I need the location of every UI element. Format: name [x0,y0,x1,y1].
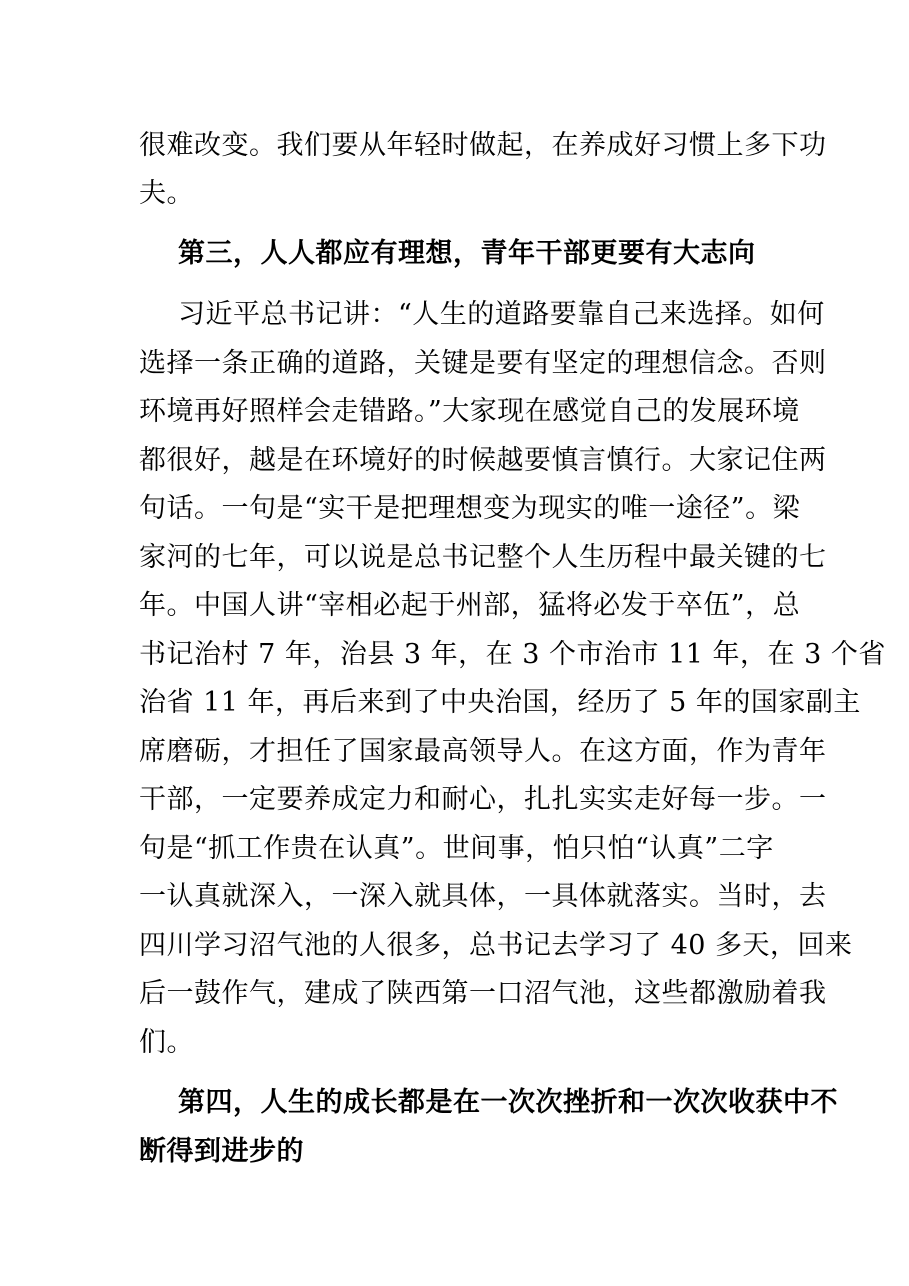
text-line: 后一鼓作气，建成了陕西第一口沼气池，这些都激励着我 [139,978,827,1009]
text-line: 治省 11 年，再后来到了中央治国，经历了 5 年的国家副主 [139,687,861,718]
text-line: 书记治村 7 年，治县 3 年，在 3 个市治市 11 年，在 3 个省 [139,639,886,670]
text-line: 环境再好照样会走错路。”大家现在感觉自己的发展环境 [139,396,800,427]
text-line: 席磨砺，才担任了国家最高领导人。在这方面，作为青年 [139,736,827,767]
text-line: 四川学习沼气池的人很多，总书记去学习了 40 多天，回来 [139,930,853,961]
section-heading-continued: 断得到进步的 [139,1136,304,1167]
section-heading: 第四，人生的成长都是在一次次挫折和一次次收获中不 [178,1087,838,1118]
text-line: 夫。 [139,178,194,209]
text-line: 都很好，越是在环境好的时候越要慎言慎行。大家记住两 [139,445,827,476]
text-line: 句话。一句是“实干是把理想变为现实的唯一途径”。梁 [139,493,801,524]
text-line: 们。 [139,1027,194,1058]
text-line: 年。中国人讲“宰相必起于州部，猛将必发于卒伍”，总 [139,590,801,621]
text-line: 选择一条正确的道路，关键是要有坚定的理想信念。否则 [139,348,827,379]
text-line: 干部，一定要养成定力和耐心，扎扎实实走好每一步。一 [139,784,827,815]
section-heading: 第三，人人都应有理想，青年干部更要有大志向 [178,238,756,269]
text-line: 很难改变。我们要从年轻时做起，在养成好习惯上多下功 [139,130,827,161]
text-line: 习近平总书记讲：“人生的道路要靠自己来选择。如何 [178,299,825,330]
text-line: 一认真就深入，一深入就具体，一具体就落实。当时，去 [139,881,827,912]
text-line: 家河的七年，可以说是总书记整个人生历程中最关键的七 [139,542,827,573]
text-line: 句是“抓工作贵在认真”。世间事，怕只怕“认真”二字 [139,833,774,864]
